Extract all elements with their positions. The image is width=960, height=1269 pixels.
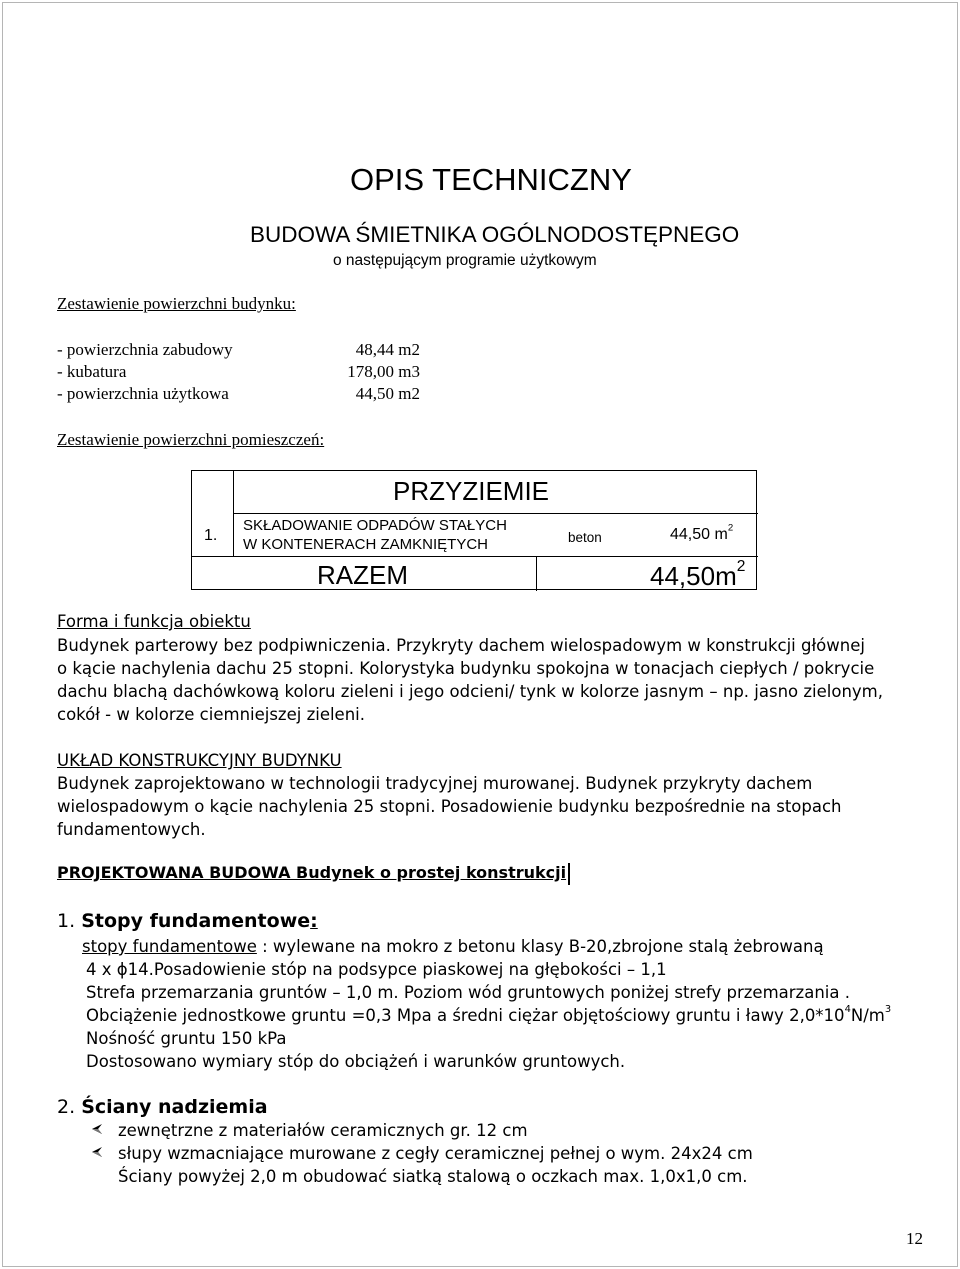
summary-value: 178,00 m3 bbox=[347, 362, 420, 381]
structure-line: wielospadowym o kącie nachylenia 25 stopni. Posadowienie budynku bezpośrednie na stopach bbox=[57, 797, 842, 816]
section-number: 1. bbox=[57, 910, 76, 932]
section-1-line: Nośność gruntu 150 kPa bbox=[86, 1029, 287, 1048]
wedge-bullet-icon bbox=[90, 1122, 104, 1136]
structure-heading: UKŁAD KONSTRUKCYJNY BUDYNKU bbox=[57, 751, 342, 770]
exponent: 3 bbox=[884, 1004, 892, 1016]
section-2-line: Ściany powyżej 2,0 m obudować siatką stalową o oczkach max. 1,0x1,0 cm. bbox=[118, 1167, 748, 1186]
section-1-line: Strefa przemarzania gruntów – 1,0 m. Poziom wód gruntowych poniżej strefy przemarzania . bbox=[86, 983, 850, 1002]
room-number: 1. bbox=[204, 527, 218, 544]
document-subtitle: BUDOWA ŚMIETNIKA OGÓLNODOSTĘPNEGO bbox=[250, 222, 740, 247]
structure-line: fundamentowych. bbox=[57, 820, 206, 839]
total-value bbox=[650, 557, 746, 592]
section-title: Stopy fundamentowe bbox=[81, 910, 311, 932]
form-line: dachu blachą dachówkową koloru zieleni i jego odcieni/ tynk w kolorze jasnym – np. jasno zielonym, bbox=[57, 682, 883, 701]
room-table bbox=[191, 470, 757, 590]
exponent: 4 bbox=[844, 1004, 851, 1016]
room-area bbox=[670, 522, 734, 544]
section-1-line bbox=[82, 937, 824, 956]
form-heading: Forma i funkcja obiektu bbox=[57, 612, 251, 631]
table-divider bbox=[233, 513, 758, 514]
summary-row bbox=[57, 340, 420, 360]
term-label: stopy fundamentowe bbox=[82, 937, 257, 956]
project-label-box bbox=[57, 863, 570, 885]
structure-line: Budynek zaprojektowano w technologii tradycyjnej murowanej. Budynek przykryty dachem bbox=[57, 774, 813, 793]
section-2-heading bbox=[57, 1096, 268, 1118]
line-text: Obciążenie jednostkowe gruntu =0,3 Mpa a średni ciężar objętościowy gruntu i ławy 2,0*10 bbox=[86, 1006, 845, 1025]
section-1-heading bbox=[57, 910, 318, 932]
room-material: beton bbox=[568, 530, 602, 545]
total-label: RAZEM bbox=[317, 560, 408, 590]
summary-label: - kubatura bbox=[57, 362, 127, 381]
floor-name: PRZYZIEMIE bbox=[393, 476, 550, 506]
summary-row bbox=[57, 384, 420, 404]
table-divider bbox=[536, 556, 537, 591]
room-area-value: 44,50 m bbox=[670, 526, 728, 543]
total-unit-exponent: 2 bbox=[736, 557, 746, 575]
summary-row bbox=[57, 362, 420, 382]
rooms-summary-heading: Zestawienie powierzchni pomieszczeń: bbox=[57, 430, 325, 449]
section-1-line: Dostosowano wymiary stóp do obciążeń i warunków gruntowych. bbox=[86, 1052, 626, 1071]
section-title: Ściany nadziemia bbox=[81, 1096, 268, 1118]
wedge-bullet-icon bbox=[90, 1145, 104, 1159]
form-line: o kącie nachylenia dachu 25 stopni. Kolorystyka budynku spokojna w tonacjach ciepłych / pokrycie bbox=[57, 659, 875, 678]
building-summary-heading: Zestawienie powierzchni budynku: bbox=[57, 294, 296, 313]
room-name-line2: W KONTENERACH ZAMKNIĘTYCH bbox=[243, 536, 489, 553]
room-area-unit-exponent: 2 bbox=[727, 522, 734, 534]
document-title: OPIS TECHNICZNY bbox=[350, 162, 632, 197]
line-text: : wylewane na mokro z betonu klasy B-20,zbrojone stalą żebrowaną bbox=[256, 937, 824, 956]
bullet-item: zewnętrzne z materiałów ceramicznych gr. 12 cm bbox=[118, 1121, 528, 1140]
room-name-line1: SKŁADOWANIE ODPADÓW STAŁYCH bbox=[243, 517, 507, 534]
total-value-number: 44,50m bbox=[650, 561, 737, 591]
document-subsubtitle: o następującym programie użytkowym bbox=[333, 252, 597, 269]
section-number: 2. bbox=[57, 1096, 76, 1118]
page-number: 12 bbox=[906, 1229, 923, 1248]
bullet-item: słupy wzmacniające murowane z cegły ceramicznej pełnej o wym. 24x24 cm bbox=[118, 1144, 753, 1163]
summary-label: - powierzchnia zabudowy bbox=[57, 340, 233, 359]
section-1-line bbox=[86, 1006, 891, 1025]
form-line: cokół - w kolorze ciemniejszej zieleni. bbox=[57, 705, 365, 724]
table-divider bbox=[192, 556, 758, 557]
summary-value: 44,50 m2 bbox=[355, 384, 420, 403]
summary-value: 48,44 m2 bbox=[355, 340, 420, 359]
form-line: Budynek parterowy bez podpiwniczenia. Przykryty dachem wielospadowym w konstrukcji głównej bbox=[57, 636, 865, 655]
project-label: PROJEKTOWANA BUDOWA Budynek o prostej konstrukcji bbox=[57, 863, 567, 882]
section-title-colon: : bbox=[310, 910, 318, 932]
summary-label: - powierzchnia użytkowa bbox=[57, 384, 229, 403]
section-1-line: 4 x ϕ14.Posadowienie stóp na podsypce piaskowej na głębokości – 1,1 bbox=[86, 960, 667, 979]
line-text: N/m bbox=[850, 1006, 885, 1025]
